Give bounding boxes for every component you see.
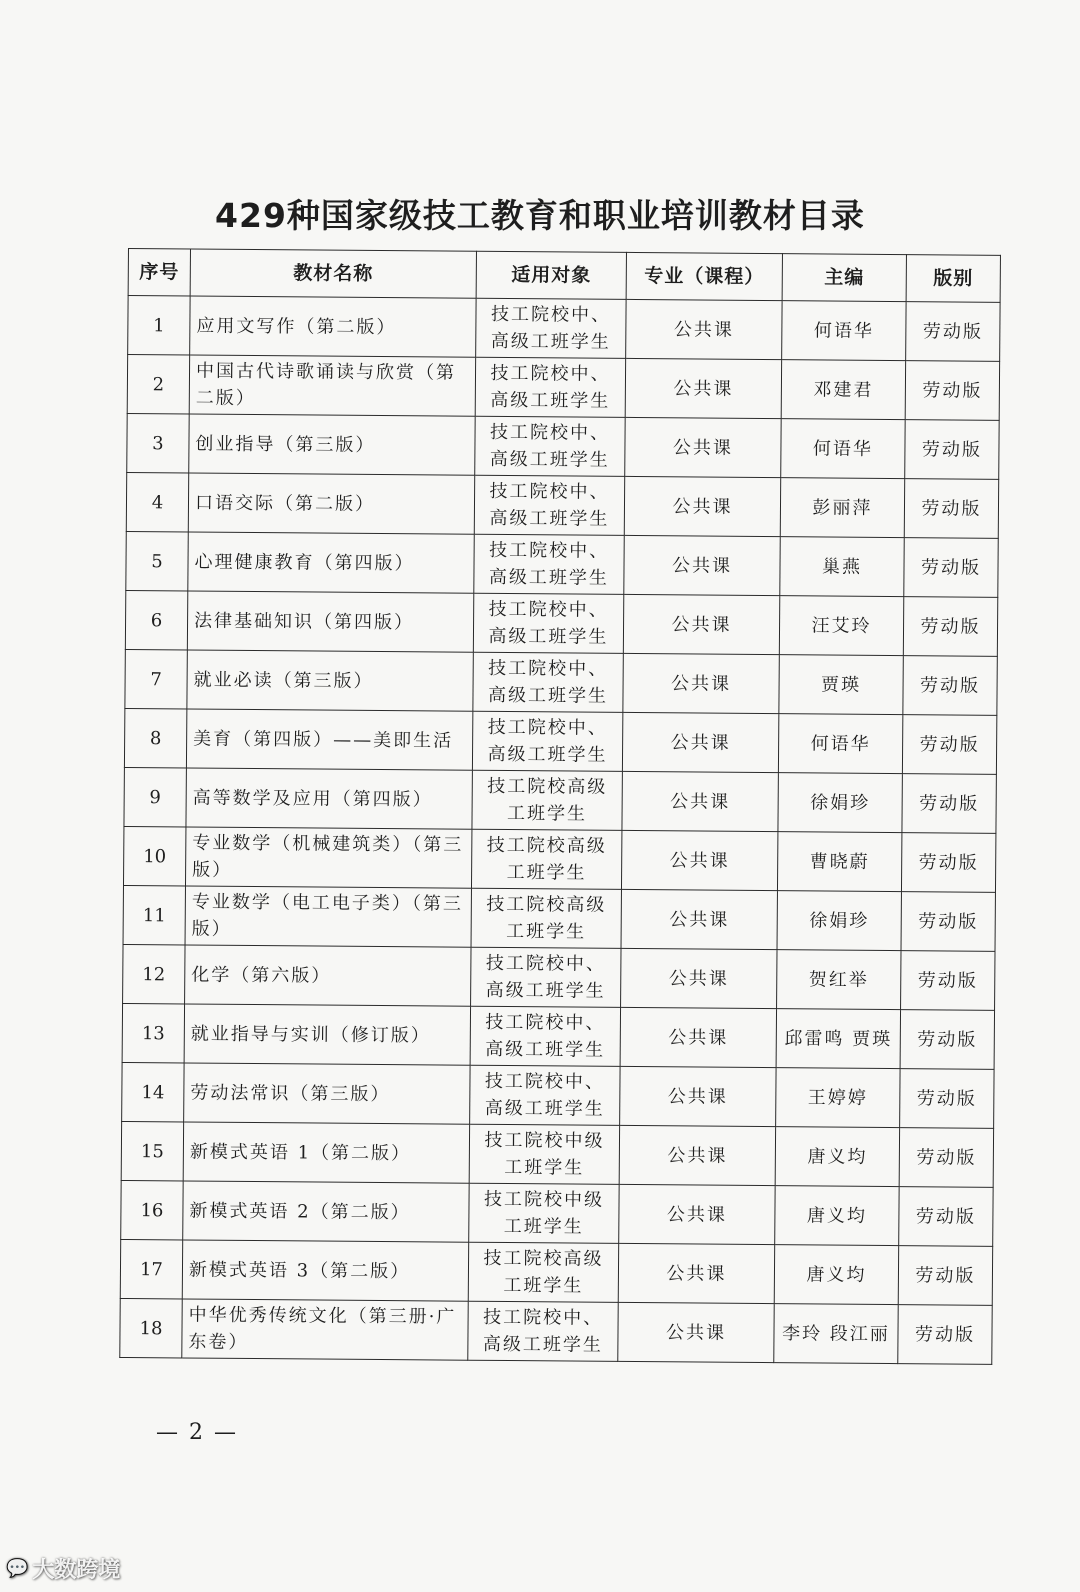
- cell-edition: 劳动版: [905, 420, 999, 480]
- cell-editor: 何语华: [781, 419, 905, 479]
- cell-target: 技工院校高级工班学生: [468, 1242, 618, 1302]
- watermark: [6, 1553, 120, 1584]
- cell-no: 18: [120, 1298, 182, 1357]
- cell-target: 技工院校高级工班学生: [471, 888, 621, 948]
- table-row: [126, 531, 998, 597]
- table-body: [120, 296, 1000, 1365]
- cell-target: 技工院校中、高级工班学生: [474, 534, 624, 594]
- cell-edition: 劳动版: [902, 774, 996, 834]
- cell-no: 8: [124, 708, 186, 767]
- cell-target: 技工院校中级工班学生: [469, 1124, 619, 1184]
- header-course: 专业（课程）: [626, 252, 782, 300]
- table-row: [125, 649, 997, 715]
- cell-name: 就业必读（第三版）: [187, 650, 473, 711]
- cell-no: 11: [123, 885, 185, 944]
- cell-name: 美育（第四版）——美即生活: [186, 709, 472, 770]
- cell-name: 就业指导与实训（修订版）: [184, 1004, 470, 1065]
- watermark-text: 大数跨境: [32, 1558, 121, 1583]
- cell-course: 公共课: [620, 1007, 776, 1067]
- table-row: [120, 1298, 992, 1364]
- cell-name: 劳动法常识（第三版）: [184, 1063, 470, 1124]
- table-header-row: [128, 249, 1000, 303]
- cell-edition: 劳动版: [904, 479, 998, 539]
- cell-edition: 劳动版: [900, 1069, 994, 1129]
- cell-editor: 李玲 段江丽: [774, 1304, 898, 1364]
- cell-editor: 唐义均: [775, 1186, 899, 1246]
- cell-edition: 劳动版: [906, 302, 1000, 362]
- cell-name: 中华优秀传统文化（第三册·广东卷）: [182, 1299, 468, 1360]
- cell-no: 7: [125, 649, 187, 708]
- catalog-table-wrapper: [119, 248, 1000, 1365]
- cell-course: 公共课: [618, 1243, 774, 1303]
- table-row: [121, 1180, 993, 1246]
- cell-target: 技工院校中、高级工班学生: [475, 416, 625, 476]
- table-row: [123, 885, 995, 951]
- cell-target: 技工院校中、高级工班学生: [473, 652, 623, 712]
- cell-target: 技工院校中、高级工班学生: [475, 357, 625, 417]
- cell-course: 公共课: [623, 653, 779, 713]
- cell-editor: 彭丽萍: [780, 478, 904, 538]
- catalog-table: [119, 248, 1001, 1365]
- cell-editor: 邓建君: [781, 360, 905, 420]
- cell-course: 公共课: [622, 771, 778, 831]
- cell-target: 技工院校中、高级工班学生: [471, 947, 621, 1007]
- cell-target: 技工院校高级工班学生: [472, 770, 622, 830]
- cell-course: 公共课: [624, 476, 780, 536]
- cell-course: 公共课: [625, 358, 781, 418]
- cell-no: 1: [128, 296, 190, 355]
- cell-no: 16: [121, 1180, 183, 1239]
- cell-target: 技工院校中级工班学生: [469, 1183, 619, 1243]
- cell-name: 新模式英语 3（第二版）: [182, 1240, 468, 1301]
- table-row: [128, 296, 1000, 362]
- cell-no: 4: [126, 472, 188, 531]
- cell-no: 2: [127, 355, 189, 414]
- table-row: [123, 944, 995, 1010]
- cell-no: 10: [123, 826, 185, 885]
- cell-edition: 劳动版: [902, 715, 996, 775]
- cell-course: 公共课: [625, 417, 781, 477]
- table-row: [127, 413, 999, 479]
- header-edition: 版别: [906, 255, 1000, 303]
- cell-course: 公共课: [619, 1125, 775, 1185]
- cell-target: 技工院校中、高级工班学生: [470, 1065, 620, 1125]
- cell-edition: 劳动版: [905, 361, 999, 421]
- cell-no: 5: [126, 531, 188, 590]
- cell-target: 技工院校高级工班学生: [471, 829, 621, 889]
- cell-name: 专业数学（电工电子类）（第三版）: [185, 886, 471, 947]
- cell-editor: 邱雷鸣 贾瑛: [776, 1009, 900, 1069]
- cell-edition: 劳动版: [904, 538, 998, 598]
- cell-name: 创业指导（第三版）: [189, 414, 475, 475]
- cell-edition: 劳动版: [898, 1305, 992, 1365]
- cell-course: 公共课: [620, 1066, 776, 1126]
- header-name: 教材名称: [190, 249, 476, 298]
- cell-course: 公共课: [622, 712, 778, 772]
- cell-editor: 贾瑛: [779, 655, 903, 715]
- cell-name: 新模式英语 1（第二版）: [183, 1122, 469, 1183]
- table-row: [126, 472, 998, 538]
- cell-no: 13: [122, 1003, 184, 1062]
- cell-course: 公共课: [623, 594, 779, 654]
- cell-name: 化学（第六版）: [185, 945, 471, 1006]
- cell-editor: 徐娟珍: [778, 773, 902, 833]
- cell-edition: 劳动版: [900, 1010, 994, 1070]
- cell-edition: 劳动版: [901, 833, 995, 893]
- cell-target: 技工院校中、高级工班学生: [468, 1301, 618, 1361]
- table-row: [121, 1121, 993, 1187]
- cell-course: 公共课: [619, 1184, 775, 1244]
- table-row: [120, 1239, 992, 1305]
- header-editor: 主编: [782, 254, 906, 302]
- cell-editor: 巢燕: [780, 537, 904, 597]
- cell-no: 3: [127, 413, 189, 472]
- cell-course: 公共课: [621, 889, 777, 949]
- cell-course: 公共课: [621, 830, 777, 890]
- cell-course: 公共课: [624, 535, 780, 595]
- cell-no: 14: [122, 1062, 184, 1121]
- cell-editor: 何语华: [778, 714, 902, 774]
- table-row: [127, 355, 999, 421]
- cell-editor: 唐义均: [775, 1127, 899, 1187]
- table-row: [123, 826, 995, 892]
- cell-target: 技工院校中、高级工班学生: [476, 298, 626, 358]
- cell-name: 应用文写作（第二版）: [190, 296, 476, 357]
- cell-name: 专业数学（机械建筑类）（第三版）: [185, 827, 471, 888]
- cell-course: 公共课: [618, 1302, 774, 1362]
- cell-course: 公共课: [626, 299, 782, 359]
- page-number: — 2 —: [156, 1420, 238, 1445]
- cell-no: 6: [125, 590, 187, 649]
- page-title: 429种国家级技工教育和职业培训教材目录: [215, 196, 865, 236]
- cell-edition: 劳动版: [903, 597, 997, 657]
- table-row: [122, 1062, 994, 1128]
- header-no: 序号: [128, 249, 190, 296]
- cell-name: 心理健康教育（第四版）: [188, 532, 474, 593]
- cell-course: 公共课: [621, 948, 777, 1008]
- cell-name: 法律基础知识（第四版）: [187, 591, 473, 652]
- cell-edition: 劳动版: [899, 1128, 993, 1188]
- cell-edition: 劳动版: [901, 892, 995, 952]
- cell-edition: 劳动版: [903, 656, 997, 716]
- cell-name: 高等数学及应用（第四版）: [186, 768, 472, 829]
- cell-edition: 劳动版: [901, 951, 995, 1011]
- cell-editor: 徐娟珍: [777, 891, 901, 951]
- cell-no: 12: [123, 944, 185, 1003]
- chat-bubble-icon: 💬: [6, 1558, 29, 1579]
- cell-name: 中国古代诗歌诵读与欣赏（第二版）: [189, 355, 475, 416]
- cell-editor: 曹晓蔚: [777, 832, 901, 892]
- cell-edition: 劳动版: [898, 1246, 992, 1306]
- table-row: [125, 590, 997, 656]
- cell-editor: 汪艾玲: [779, 596, 903, 656]
- cell-target: 技工院校中、高级工班学生: [470, 1006, 620, 1066]
- cell-edition: 劳动版: [899, 1187, 993, 1247]
- cell-no: 17: [120, 1239, 182, 1298]
- cell-target: 技工院校中、高级工班学生: [472, 711, 622, 771]
- cell-target: 技工院校中、高级工班学生: [473, 593, 623, 653]
- table-row: [124, 767, 996, 833]
- cell-editor: 唐义均: [774, 1245, 898, 1305]
- cell-name: 新模式英语 2（第二版）: [183, 1181, 469, 1242]
- table-row: [124, 708, 996, 774]
- header-target: 适用对象: [476, 251, 626, 299]
- cell-editor: 何语华: [782, 301, 906, 361]
- cell-editor: 贺红举: [777, 950, 901, 1010]
- cell-no: 9: [124, 767, 186, 826]
- cell-target: 技工院校中、高级工班学生: [474, 475, 624, 535]
- cell-editor: 王婷婷: [776, 1068, 900, 1128]
- table-row: [122, 1003, 994, 1069]
- cell-name: 口语交际（第二版）: [188, 473, 474, 534]
- cell-no: 15: [121, 1121, 183, 1180]
